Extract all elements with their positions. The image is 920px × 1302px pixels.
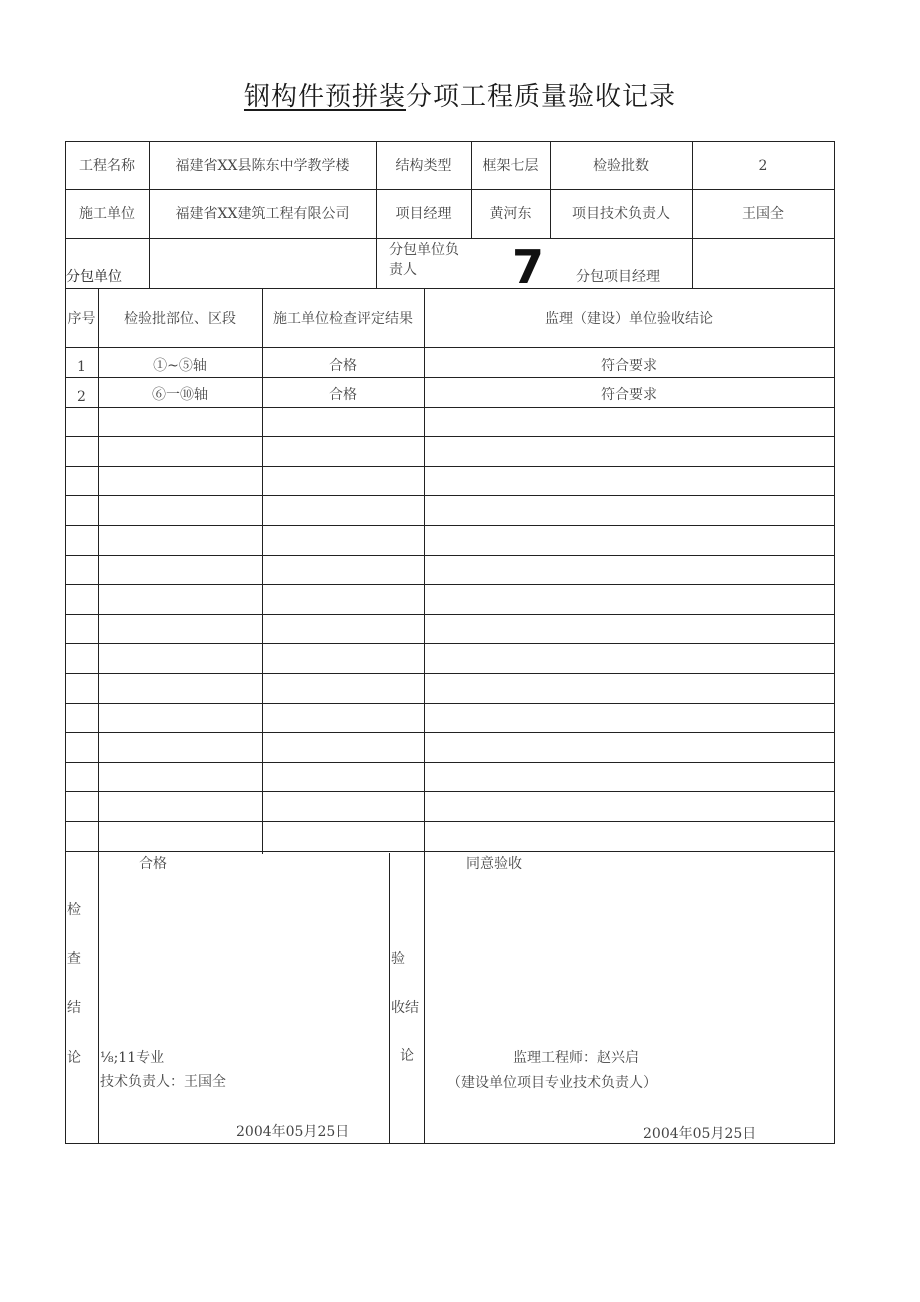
table-rule [389,853,390,1144]
table-rule [65,141,835,142]
row-1-seq: 1 [77,359,86,375]
contractor-value: 福建省XX建筑工程有限公司 [175,206,350,222]
structure-type-label: 结构类型 [395,158,452,174]
accept-label-line-2: 收结 [391,1000,419,1016]
table-rule [65,555,835,556]
col-header-seq: 序号 [67,311,96,327]
table-rule [692,238,693,289]
table-rule [65,584,835,585]
row-2-supervision: 符合要求 [601,387,657,403]
check-person-line1: ⅛;11专业 [100,1050,165,1066]
table-rule [65,1143,835,1144]
row-2-seq: 2 [77,389,86,405]
check-person-line2: 技术负责人：王国全 [100,1074,226,1090]
check-result: 合格 [139,856,167,872]
table-rule [65,407,835,408]
batch-count-label: 检验批数 [593,158,649,174]
accept-person-line1: 监理工程师：赵兴启 [513,1050,639,1066]
accept-date: 2004年05月25日 [643,1126,757,1142]
table-rule [65,703,835,704]
table-rule [65,288,835,289]
table-rule [65,377,835,378]
table-rule [376,141,377,239]
project-manager-label: 项目经理 [395,206,452,222]
project-manager-value: 黄河东 [489,206,532,222]
check-date: 2004年05月25日 [236,1124,350,1140]
table-rule [692,141,693,239]
tech-lead-value: 王国全 [742,206,784,222]
accept-result: 同意验收 [466,856,522,872]
table-rule [98,853,99,1144]
table-rule [424,853,425,1144]
table-rule [471,141,472,239]
row-1-self-check: 合格 [329,358,357,374]
table-rule [65,762,835,763]
subcontractor-label: 分包单位 [66,269,122,285]
table-rule [65,466,835,467]
accept-person-line2: （建设单位项目专业技术负责人） [447,1075,657,1091]
col-header-supervision: 监理（建设）单位验收结论 [545,311,713,327]
row-1-part: ①~⑤轴 [153,358,207,374]
table-rule [65,495,835,496]
batch-count-value: 2 [758,158,768,174]
table-rule [65,851,835,852]
row-2-self-check: 合格 [329,387,357,403]
table-rule [65,643,835,644]
sub-pm-label: 分包项目经理 [576,269,660,285]
title-part-2: 分项工程质量验收记录 [406,82,677,112]
check-label-char-4: 论 [67,1050,81,1066]
table-rule [65,791,835,792]
table-rule [834,141,835,1144]
col-header-part: 检验批部位、区段 [124,311,236,327]
col-header-self-check: 施工单位检查评定结果 [273,311,413,327]
check-label-char-1: 检 [67,902,81,918]
accept-label-line-3: 论 [400,1048,414,1064]
row-1-supervision: 符合要求 [601,358,657,374]
sub-lead-label-line2: 责人 [389,262,417,278]
page-title [0,76,920,113]
table-rule [65,525,835,526]
table-rule [65,732,835,733]
table-rule [65,189,835,190]
table-rule [65,238,835,239]
sub-lead-handwritten-mark: 7 [512,240,545,294]
table-rule [149,238,150,289]
sub-lead-label-line1: 分包单位负 [389,242,459,258]
table-rule [550,141,551,239]
table-rule [65,673,835,674]
table-rule [65,141,66,1144]
title-part-1: 钢构件预拼装 [243,82,406,112]
project-name-value: 福建省XX县陈东中学教学楼 [175,158,350,174]
table-rule [65,347,835,348]
project-name-label: 工程名称 [79,158,135,174]
contractor-label: 施工单位 [79,206,135,222]
structure-type-value: 框架七层 [482,158,539,174]
table-rule [149,141,150,239]
check-label-char-2: 查 [67,951,81,967]
table-rule [376,238,377,289]
table-rule [65,614,835,615]
check-label-char-3: 结 [67,1000,81,1016]
row-2-part: ⑥一⑩轴 [152,387,208,403]
tech-lead-label: 项目技术负责人 [572,206,670,222]
accept-label-line-1: 验 [391,951,405,967]
table-rule [65,436,835,437]
table-rule [65,821,835,822]
